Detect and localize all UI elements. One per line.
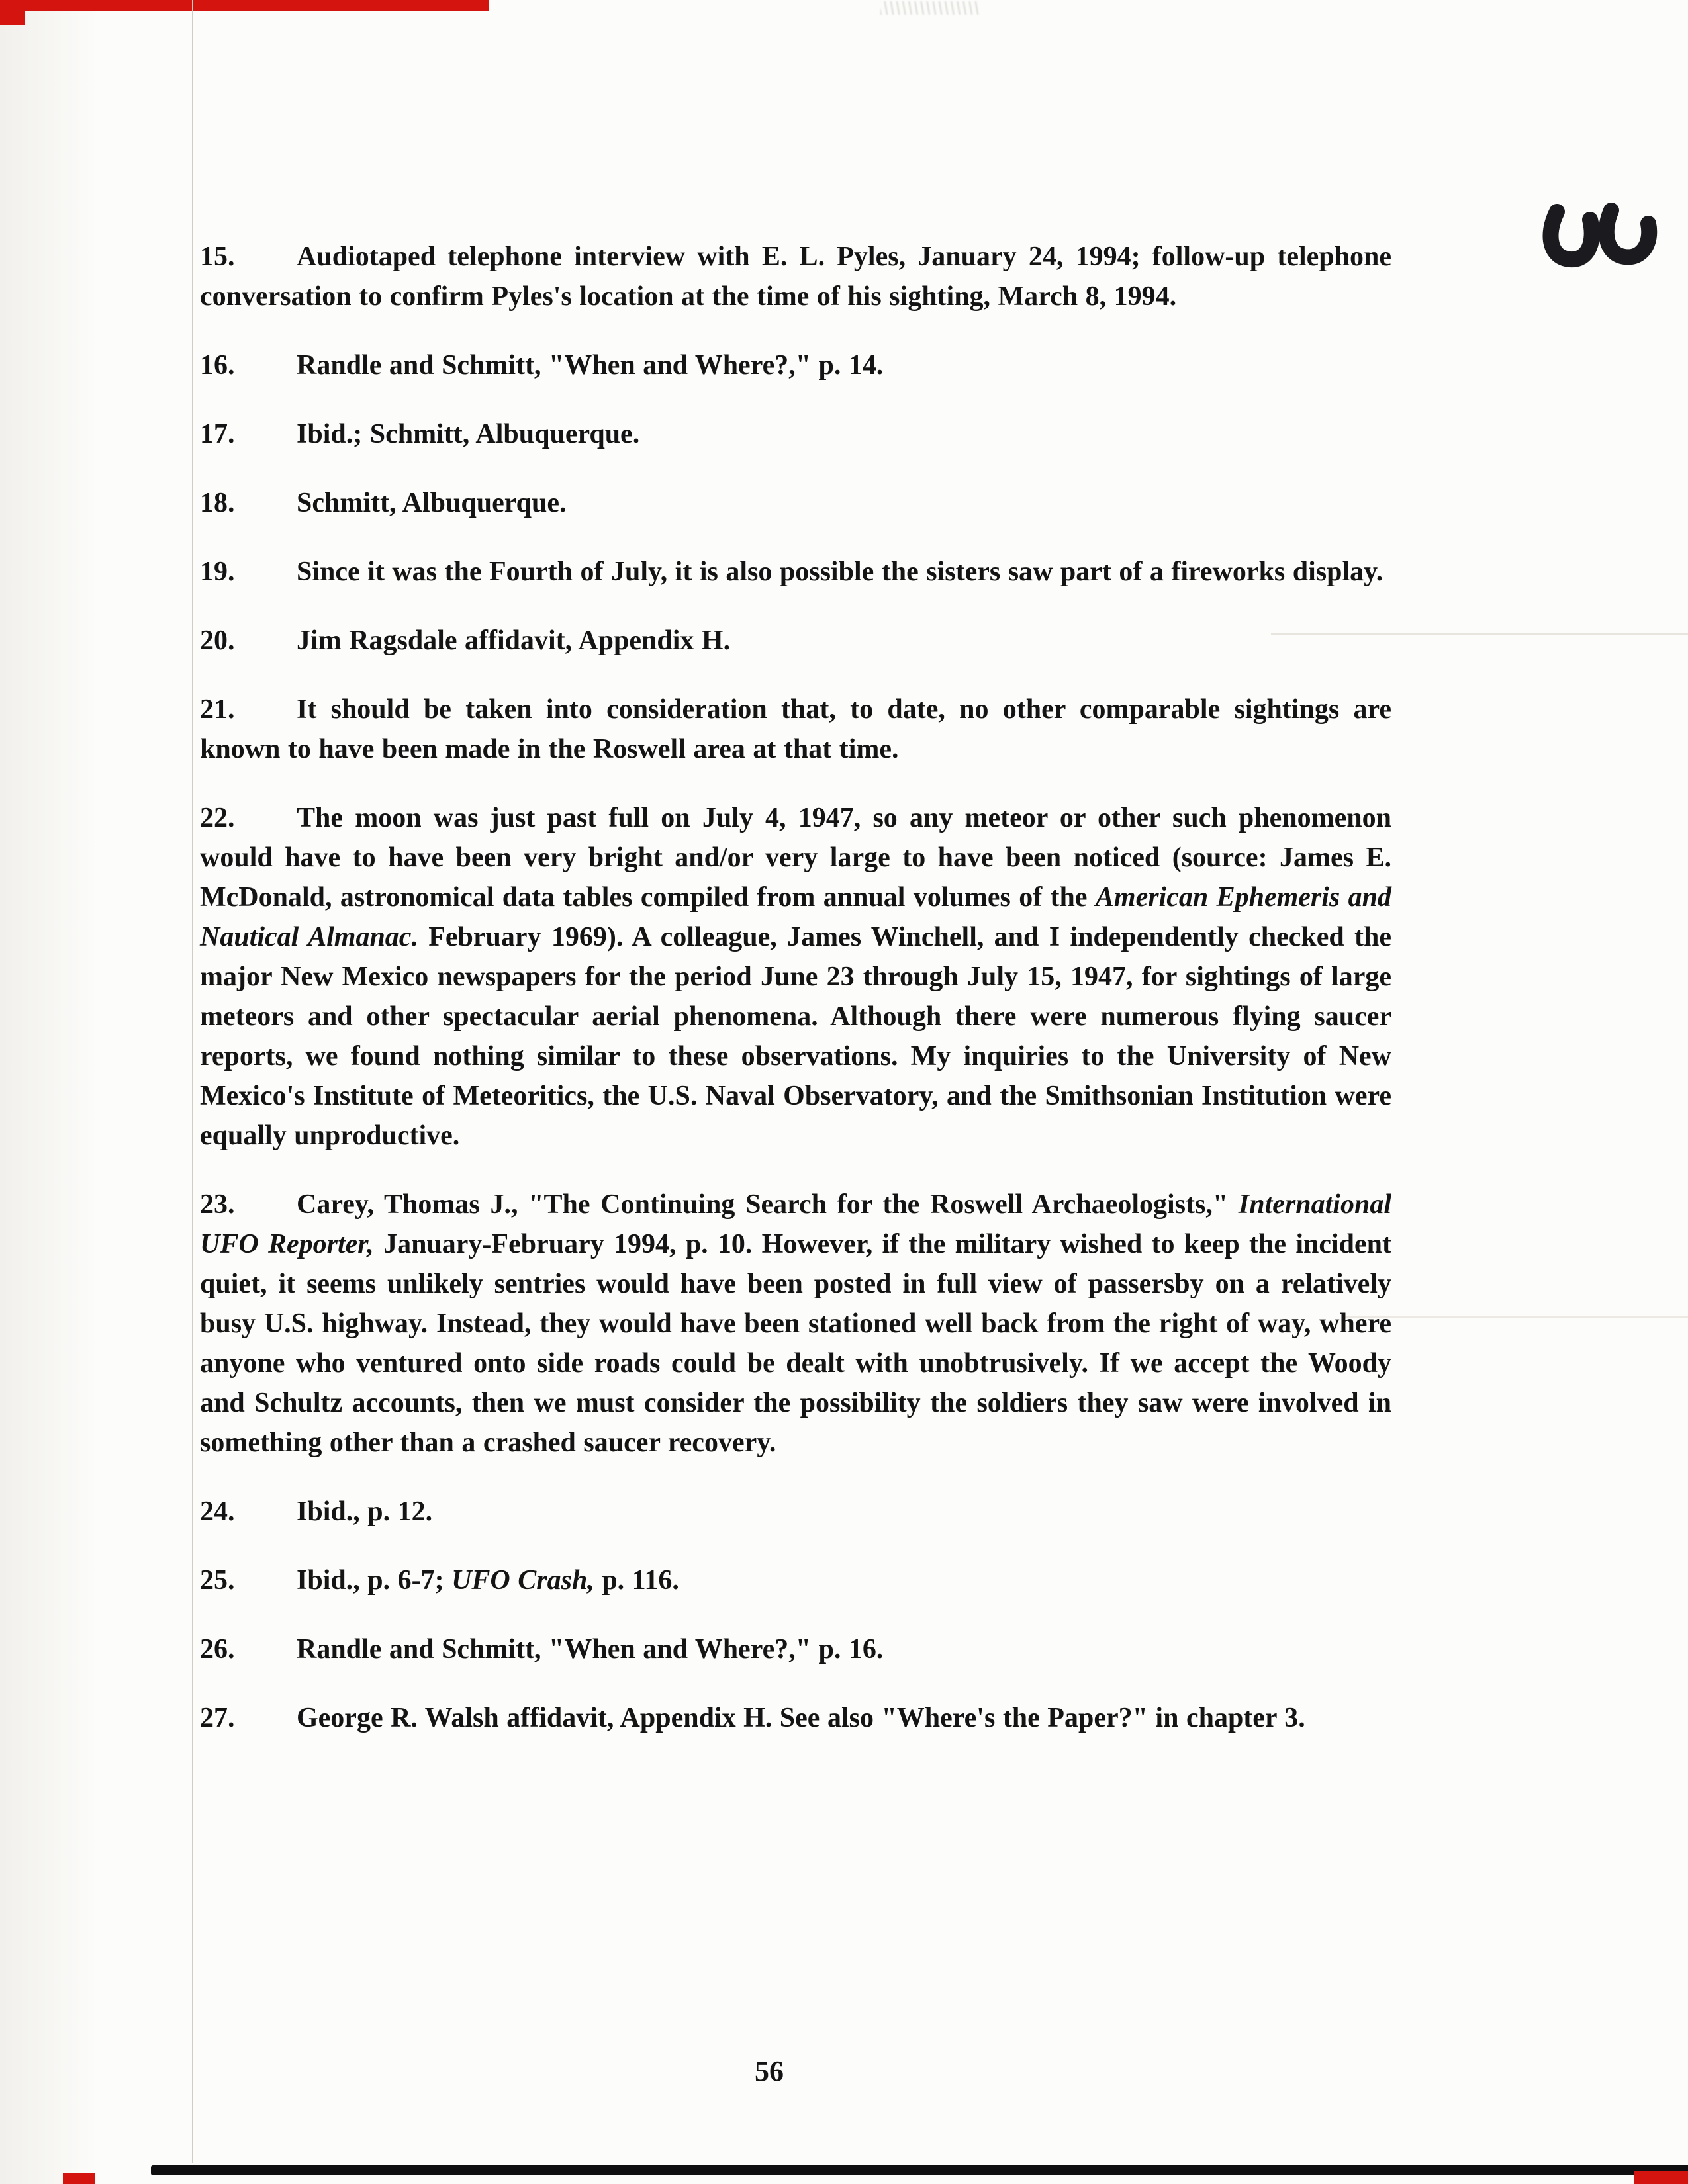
endnote-text: Randle and Schmitt, "When and Where?," p. 16. bbox=[297, 1634, 884, 1664]
handwritten-pen-mark bbox=[1542, 197, 1675, 277]
endnote-number: 19. bbox=[200, 557, 235, 587]
endnote-text: The moon was just past full on July 4, 1947, so any meteor or other such phenomenon would have to have been very bright and/or very large to have been noticed (source: James E. McDonald, astronomical data tables compiled from annual volumes of the bbox=[200, 803, 1391, 913]
endnote-text: Schmitt, Albuquerque. bbox=[297, 488, 567, 518]
endnote-number: 24. bbox=[200, 1496, 235, 1527]
endnote-paragraph bbox=[200, 798, 1391, 1156]
endnote-text: George R. Walsh affidavit, Appendix H. See also "Where's the Paper?" in chapter 3. bbox=[297, 1703, 1305, 1733]
endnote-text: January-February 1994, p. 10. However, if the military wished to keep the incident quiet, it seems unlikely sentries would have been posted in full view of passersby on a relatively busy U.S. highway. Instead, they would have been stationed well back from the right of way, where anyone who ventured onto side roads could be dealt with unobtrusively. If we accept the Woody and Schultz accounts, then we must consider the possibility the soldiers they saw were involved in something other than a crashed saucer recovery. bbox=[200, 1229, 1391, 1458]
scan-red-patch-bottom-left bbox=[63, 2173, 95, 2184]
endnote-text: Ibid., p. 6-7; bbox=[297, 1565, 452, 1596]
endnote-paragraph bbox=[200, 345, 1391, 385]
endnotes-list bbox=[200, 237, 1391, 1738]
endnote-number: 20. bbox=[200, 625, 235, 656]
endnote-paragraph bbox=[200, 621, 1391, 660]
scan-red-patch-bottom-right bbox=[1634, 2171, 1688, 2184]
endnote-text-italic: American Ephemeris and Nautical Almanac. bbox=[200, 882, 1391, 952]
endnote-text: Jim Ragsdale affidavit, Appendix H. bbox=[297, 625, 731, 656]
endnote-number: 22. bbox=[200, 803, 235, 833]
page-number: 56 bbox=[755, 2055, 784, 2087]
endnote-number: 17. bbox=[200, 419, 235, 449]
endnote-text: Carey, Thomas J., "The Continuing Search for the Roswell Archaeologists," bbox=[297, 1189, 1239, 1220]
endnote-text: Since it was the Fourth of July, it is also possible the sisters saw part of a fireworks display. bbox=[297, 557, 1383, 587]
endnote-text: February 1969). A colleague, James Winchell, and I independently checked the major New Mexico newspapers for the period June 23 through July 15, 1947, for sightings of large meteors and other spectacular aerial phenomena. Although there were numerous flying saucer reports, we found nothing similar to these observations. My inquiries to the University of New Mexico's Institute of Meteoritics, the U.S. Naval Observatory, and the Smithsonian Institution were equally unproductive. bbox=[200, 922, 1391, 1151]
endnote-text: Randle and Schmitt, "When and Where?," p. 14. bbox=[297, 350, 884, 381]
endnote-number: 23. bbox=[200, 1189, 235, 1220]
scan-black-strip-bottom bbox=[151, 2165, 1688, 2175]
endnote-paragraph bbox=[200, 237, 1391, 316]
endnote-paragraph bbox=[200, 552, 1391, 592]
endnote-number: 15. bbox=[200, 242, 235, 272]
endnote-paragraph bbox=[200, 483, 1391, 523]
endnote-paragraph bbox=[200, 414, 1391, 454]
endnote-text: Ibid.; Schmitt, Albuquerque. bbox=[297, 419, 640, 449]
endnote-paragraph bbox=[200, 1629, 1391, 1669]
endnote-text-italic: UFO Crash, bbox=[451, 1565, 594, 1596]
endnote-number: 21. bbox=[200, 694, 235, 725]
endnote-number: 26. bbox=[200, 1634, 235, 1664]
endnote-number: 16. bbox=[200, 350, 235, 381]
endnote-text: p. 116. bbox=[594, 1565, 679, 1596]
endnote-paragraph bbox=[200, 1561, 1391, 1600]
endnote-text: Audiotaped telephone interview with E. L. Pyles, January 24, 1994; follow-up telephone conversation to confirm Pyles's location at the time of his sighting, March 8, 1994. bbox=[200, 242, 1391, 312]
endnote-text: It should be taken into consideration that, to date, no other comparable sightings are known to have been made in the Roswell area at that time. bbox=[200, 694, 1391, 764]
scan-streak bbox=[1344, 1316, 1688, 1318]
endnote-paragraph bbox=[200, 1492, 1391, 1531]
scan-artifact-smudge bbox=[880, 1, 980, 15]
page-fold-line bbox=[192, 0, 193, 2163]
endnote-text: Ibid., p. 12. bbox=[297, 1496, 433, 1527]
endnote-text-italic: International UFO Reporter, bbox=[200, 1189, 1391, 1259]
endnote-number: 27. bbox=[200, 1703, 235, 1733]
scan-red-strip-top bbox=[0, 0, 489, 11]
endnote-paragraph bbox=[200, 1185, 1391, 1463]
endnote-paragraph bbox=[200, 690, 1391, 769]
endnote-number: 18. bbox=[200, 488, 235, 518]
scan-gutter-shading bbox=[0, 0, 99, 2184]
endnote-number: 25. bbox=[200, 1565, 235, 1596]
endnote-paragraph bbox=[200, 1698, 1391, 1738]
